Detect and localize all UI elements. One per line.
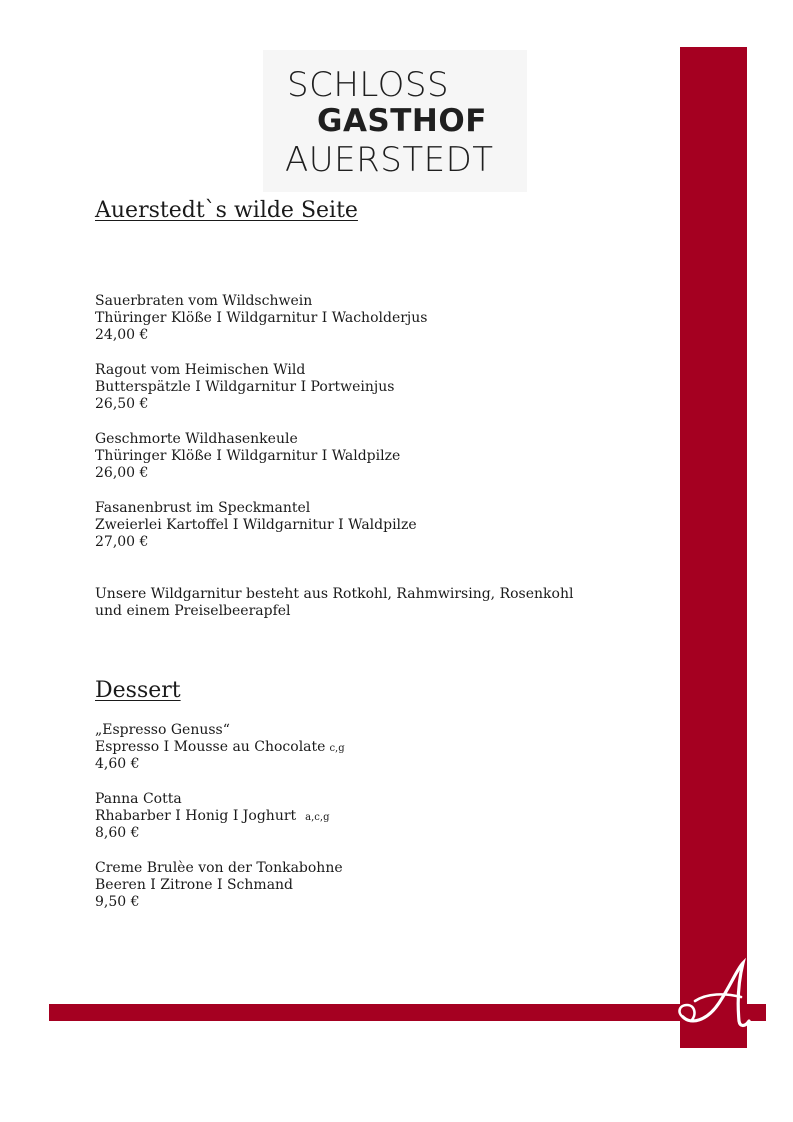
garnish-note [95,586,573,620]
dish-name: Fasanenbrust im Speckmantel [95,500,311,516]
red-horizontal-bar [49,1004,766,1021]
dish-price: 26,50 € [95,396,149,412]
dish-sides: Butterspätzle I Wildgarnitur I Portweinjus [95,379,395,395]
menu-item [95,431,400,482]
dish-sides: Thüringer Klöße I Wildgarnitur I Waldpilze [95,448,401,464]
dish-price: 4,60 € [95,756,140,772]
dish-sides: Beeren I Zitrone I Schmand [95,877,294,893]
dish-name: Geschmorte Wildhasenkeule [95,431,298,447]
dish-name: „Espresso Genuss“ [95,722,230,738]
note-line-2: und einem Preiselbeerapfel [95,603,291,619]
menu-item [95,722,345,773]
menu-item [95,293,427,344]
dish-sides: Rhabarber I Honig I Joghurt [95,808,297,824]
logo-line-1: SCHLOSS [287,65,450,105]
allergen-codes: c,g [329,743,345,754]
menu-item [95,500,417,551]
dish-sides-row [95,808,329,825]
dish-name: Creme Brulèe von der Tonkabohne [95,860,343,876]
brand-logo [263,50,527,192]
dish-price: 27,00 € [95,534,149,550]
menu-item [95,860,343,911]
section-title-wild: Auerstedt`s wilde Seite [95,198,358,223]
monogram-a-icon [673,955,763,1035]
dish-name: Panna Cotta [95,791,182,807]
note-line-1: Unsere Wildgarnitur besteht aus Rotkohl, Rahmwirsing, Rosenkohl [95,586,574,602]
dish-price: 9,50 € [95,894,140,910]
dish-price: 24,00 € [95,327,149,343]
red-vertical-bar [680,47,747,1048]
allergen-codes: a,c,g [305,812,330,823]
dish-sides: Zweierlei Kartoffel I Wildgarnitur I Waldpilze [95,517,417,533]
logo-line-2: GASTHOF [317,103,487,139]
dish-sides: Espresso I Mousse au Chocolate [95,739,326,755]
menu-item [95,791,329,842]
menu-item [95,362,394,413]
dish-name: Ragout vom Heimischen Wild [95,362,306,378]
dish-name: Sauerbraten vom Wildschwein [95,293,313,309]
logo-line-3: AUERSTEDT [285,140,494,180]
dish-price: 26,00 € [95,465,149,481]
dish-price: 8,60 € [95,825,140,841]
section-title-dessert: Dessert [95,678,181,703]
dish-sides-row [95,739,345,756]
dish-sides: Thüringer Klöße I Wildgarnitur I Wacholderjus [95,310,428,326]
